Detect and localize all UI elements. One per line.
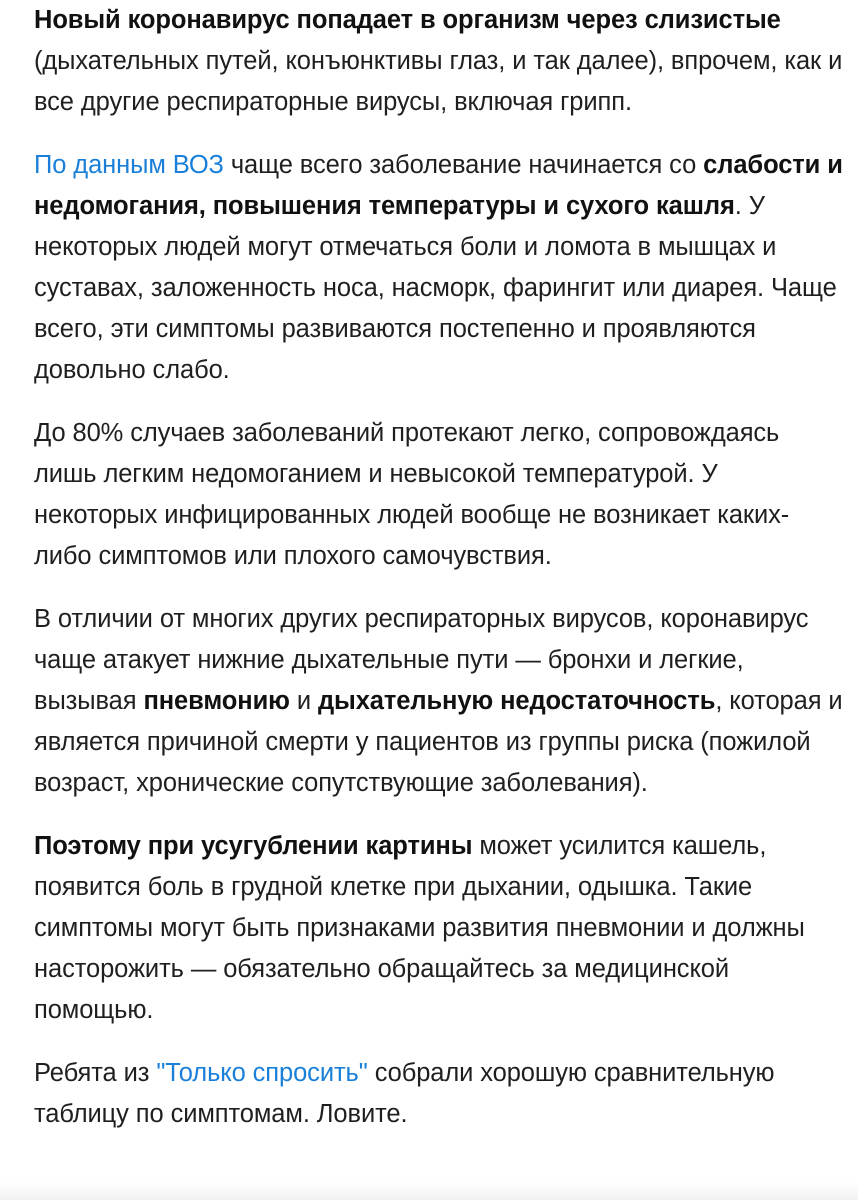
bold-text: пневмонию (143, 687, 290, 715)
paragraph-lower-respiratory (34, 599, 844, 804)
bold-text: Поэтому при усугублении картины (34, 832, 473, 860)
paragraph-text: чаще всего заболевание начинается со (223, 151, 704, 179)
bottom-fade-divider (0, 1182, 858, 1200)
paragraph-text: . У некоторых людей могут отмечаться боли и ломота в мышцах и суставах, заложенность носа, насморк, фарингит или диарея. Чаще всего, эти симптомы развиваются постепенно и проявляются довольно слабо. (34, 192, 837, 384)
paragraph-text: Ребята из (34, 1059, 157, 1087)
paragraph-text: собрали хорошую сравнительную таблицу по симптомам. Ловите. (34, 1059, 775, 1128)
paragraph-text: может усилится кашель, появится боль в грудной клетке при дыхании, одышка. Такие симптомы могут быть признаками развития пневмонии и должны насторожить — обязательно обращайтесь за медицинской помощью. (34, 832, 805, 1024)
who-data-link[interactable]: По данным ВОЗ (34, 151, 224, 179)
paragraph-text: и (289, 687, 318, 715)
paragraph-text: До 80% случаев заболеваний протекают легко, сопровождаясь лишь легким недомоганием и невысокой температурой. У некоторых инфицированных людей вообще не возникает каких-либо симптомов или плохого самочувствия. (34, 419, 790, 570)
paragraph-comparison-table (34, 1053, 844, 1135)
only-ask-link[interactable]: "Только спросить" (156, 1059, 368, 1087)
article-body (34, 0, 844, 1157)
paragraph-symptoms (34, 145, 844, 391)
paragraph-text: , которая и является причиной смерти у пациентов из группы риска (пожилой возраст, хронические сопутствующие заболевания). (34, 687, 843, 797)
paragraph-infection-route (34, 0, 844, 123)
paragraph-mild-cases (34, 413, 844, 577)
bold-text: слабости и недомогания, повышения температуры и сухого кашля (34, 151, 843, 220)
bold-text: дыхательную недостаточность (317, 687, 716, 715)
paragraph-text: (дыхательных путей, конъюнктивы глаз, и так далее), впрочем, как и все другие респираторные вирусы, включая грипп. (34, 47, 843, 116)
paragraph-text: В отличии от многих других респираторных вирусов, коронавирус чаще атакует нижние дыхательные пути — бронхи и легкие, вызывая (34, 605, 809, 715)
paragraph-worsening (34, 826, 844, 1031)
bold-text: Новый коронавирус попадает в организм через слизистые (34, 6, 781, 34)
